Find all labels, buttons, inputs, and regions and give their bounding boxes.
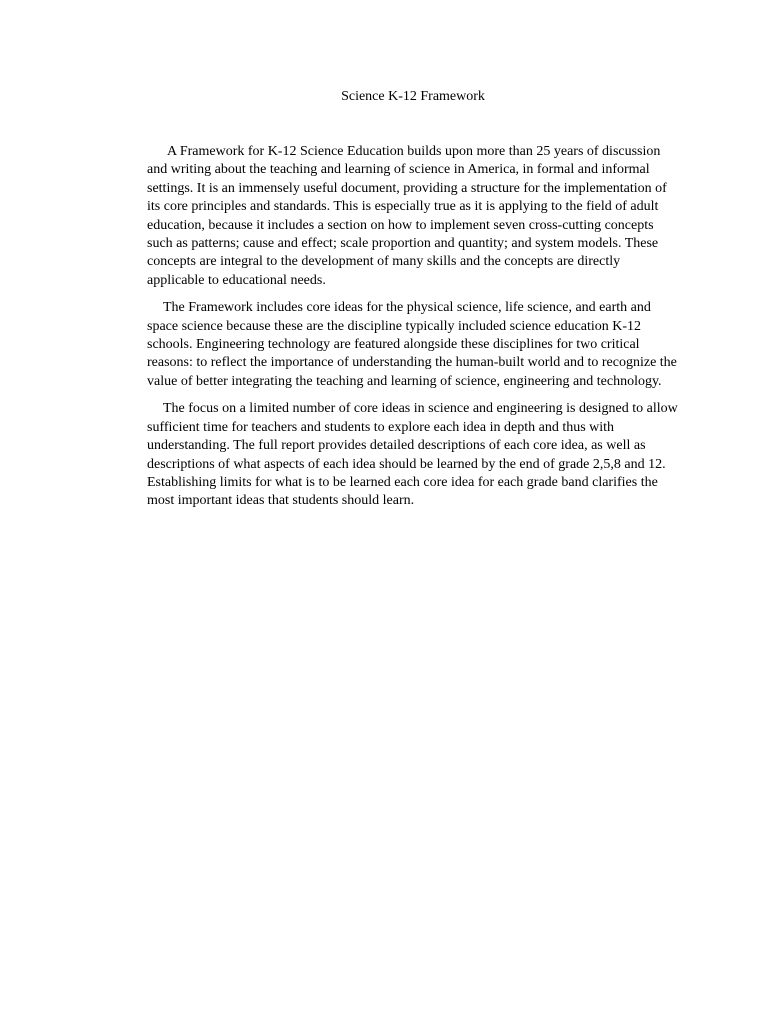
- paragraph-1: A Framework for K-12 Science Education builds upon more than 25 years of discussion and writing about the teaching and learning of science in America, in formal and informal settings. It is an immensely useful document, providing a structure for the implementation of its core principles and standards. This is especially true as it is applying to the field of adult education, because it includes a section on how to implement seven cross-cutting concepts such as patterns; cause and effect; scale proportion and quantity; and system models. These concepts are integral to the development of many skills and the concepts are directly applicable to educational needs.: [147, 144, 667, 288]
- document-title: Science K-12 Framework: [341, 89, 485, 104]
- paragraph-2: The Framework includes core ideas for the physical science, life science, and earth and space science because these are the discipline typically included science education K-12 schools. Engineering technology are featured alongside these disciplines for two critical reasons: to reflect the importance of understanding the human-built world and to recognize the value of better integrating the teaching and learning of science, engineering and technology.: [147, 300, 677, 389]
- document-body: [147, 143, 679, 520]
- paragraph-3: The focus on a limited number of core ideas in science and engineering is designed to allow sufficient time for teachers and students to explore each idea in depth and thus with understanding. The full report provides detailed descriptions of each core idea, as well as descriptions of what aspects of each idea should be learned by the end of grade 2,5,8 and 12. Establishing limits for what is to be learned each core idea for each grade band clarifies the most important ideas that students should learn.: [147, 401, 678, 509]
